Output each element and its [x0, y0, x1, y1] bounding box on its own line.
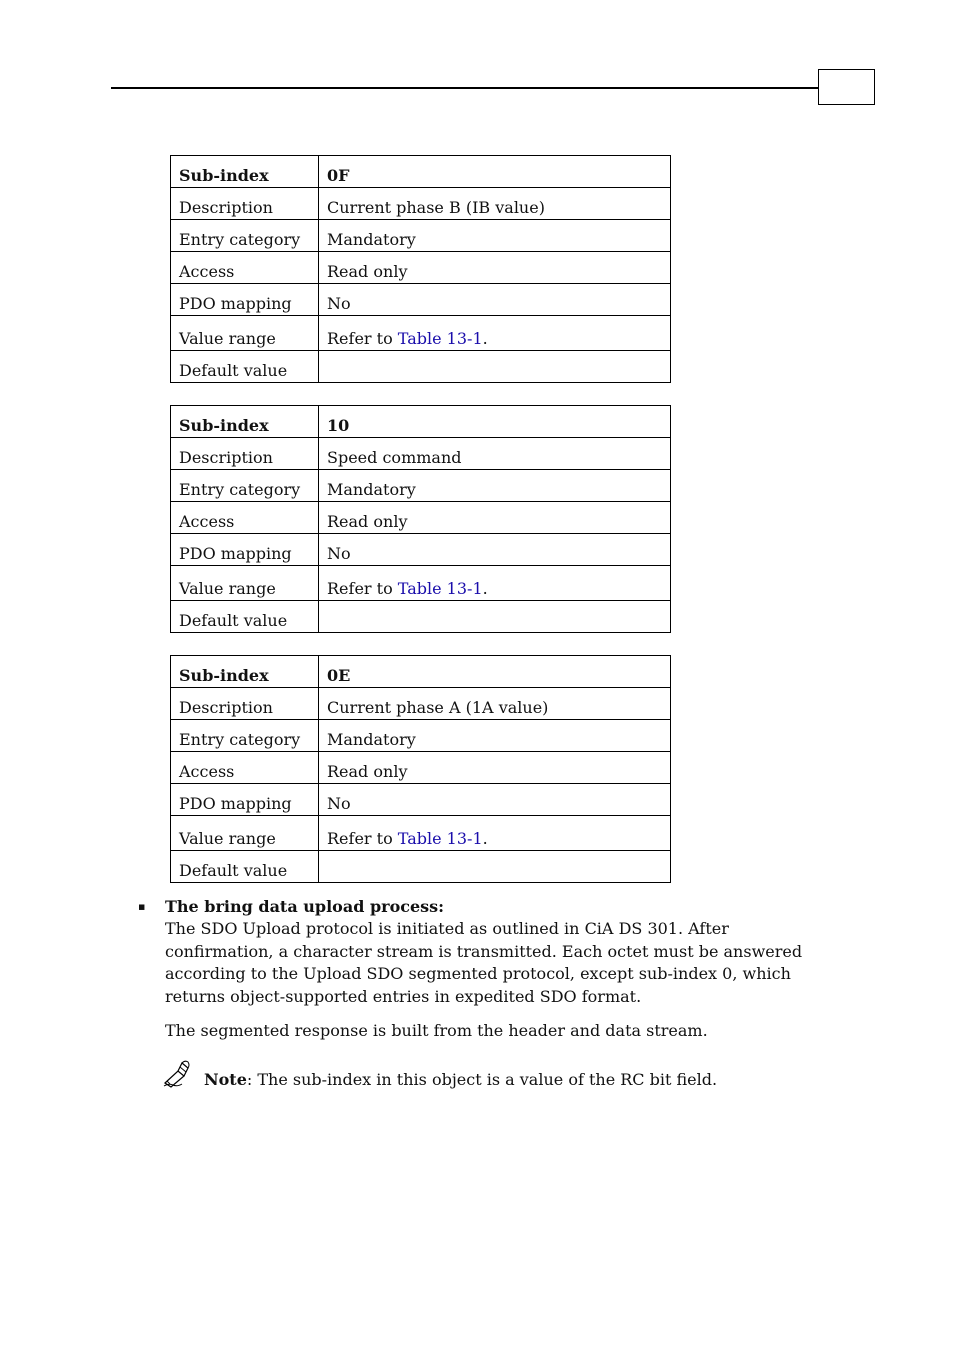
table-key: Sub-index — [171, 656, 319, 688]
object-table-0f — [170, 155, 671, 383]
table-row — [171, 851, 671, 883]
table-row — [171, 316, 671, 351]
table-row — [171, 156, 671, 188]
table-key: Description — [171, 188, 319, 220]
table-row — [171, 656, 671, 688]
bullet-square-icon: ▪ — [138, 900, 146, 913]
value-range-prefix: Refer to — [327, 579, 398, 598]
table-value — [319, 351, 671, 383]
table-row — [171, 284, 671, 316]
table-value: No — [319, 284, 671, 316]
table-value: Current phase B (IB value) — [319, 188, 671, 220]
table-value: Read only — [319, 252, 671, 284]
table-value — [319, 816, 671, 851]
table-key: Description — [171, 688, 319, 720]
table-key: PDO mapping — [171, 534, 319, 566]
table-key: Description — [171, 438, 319, 470]
bullet-title: The bring data upload process: — [165, 897, 445, 916]
table-key: Value range — [171, 566, 319, 601]
table-row — [171, 752, 671, 784]
table-value: Mandatory — [319, 470, 671, 502]
object-table-10 — [170, 405, 671, 633]
table-key: Default value — [171, 601, 319, 633]
note-pen-icon — [160, 1059, 192, 1089]
table-key: Default value — [171, 851, 319, 883]
table-row — [171, 784, 671, 816]
table-value — [319, 316, 671, 351]
table-row — [171, 252, 671, 284]
table-row — [171, 720, 671, 752]
table-key: Access — [171, 502, 319, 534]
table-value: 0F — [319, 156, 671, 188]
table-value — [319, 566, 671, 601]
table-value: 10 — [319, 406, 671, 438]
table-row — [171, 351, 671, 383]
segmented-response-paragraph: The segmented response is built from the header and data stream. — [165, 1021, 708, 1040]
table-key: PDO mapping — [171, 284, 319, 316]
table-value — [319, 601, 671, 633]
bullet-body: The SDO Upload protocol is initiated as outlined in CiA DS 301. After confirmation, a character stream is transmitted. Each octet must be answered according to the Upload SDO segmented protocol, except sub-index 0, which returns object-supported entries in expedited SDO format. — [165, 919, 803, 1006]
table-key: Sub-index — [171, 156, 319, 188]
table-row — [171, 220, 671, 252]
value-range-suffix: . — [482, 579, 488, 598]
header-rule — [111, 87, 819, 89]
table-value: No — [319, 534, 671, 566]
value-range-prefix: Refer to — [327, 829, 398, 848]
table-value: 0E — [319, 656, 671, 688]
table-value: Read only — [319, 752, 671, 784]
value-range-suffix: . — [482, 829, 488, 848]
table-value: Read only — [319, 502, 671, 534]
table-13-1-link[interactable]: Table 13-1 — [397, 329, 483, 348]
value-range-prefix: Refer to — [327, 329, 398, 348]
table-value: Mandatory — [319, 220, 671, 252]
table-value: No — [319, 784, 671, 816]
table-13-1-link[interactable]: Table 13-1 — [397, 579, 483, 598]
table-row — [171, 566, 671, 601]
table-key: Sub-index — [171, 406, 319, 438]
table-row — [171, 502, 671, 534]
table-key: Entry category — [171, 470, 319, 502]
table-value: Speed command — [319, 438, 671, 470]
table-row — [171, 188, 671, 220]
table-key: Access — [171, 252, 319, 284]
table-row — [171, 601, 671, 633]
table-value: Mandatory — [319, 720, 671, 752]
table-key: Value range — [171, 316, 319, 351]
table-row — [171, 816, 671, 851]
table-row — [171, 406, 671, 438]
table-key: Entry category — [171, 220, 319, 252]
table-13-1-link[interactable]: Table 13-1 — [397, 829, 483, 848]
note-label: Note — [204, 1070, 247, 1089]
table-key: Entry category — [171, 720, 319, 752]
table-row — [171, 534, 671, 566]
table-row — [171, 470, 671, 502]
table-value — [319, 851, 671, 883]
table-key: Access — [171, 752, 319, 784]
table-key: Default value — [171, 351, 319, 383]
note-body: : The sub-index in this object is a value of the RC bit field. — [246, 1070, 718, 1089]
table-key: Value range — [171, 816, 319, 851]
note-text — [204, 1069, 717, 1091]
table-row — [171, 438, 671, 470]
object-table-0e — [170, 655, 671, 883]
page-number-box — [818, 69, 875, 105]
table-key: PDO mapping — [171, 784, 319, 816]
table-row — [171, 688, 671, 720]
table-value: Current phase A (1A value) — [319, 688, 671, 720]
value-range-suffix: . — [482, 329, 488, 348]
